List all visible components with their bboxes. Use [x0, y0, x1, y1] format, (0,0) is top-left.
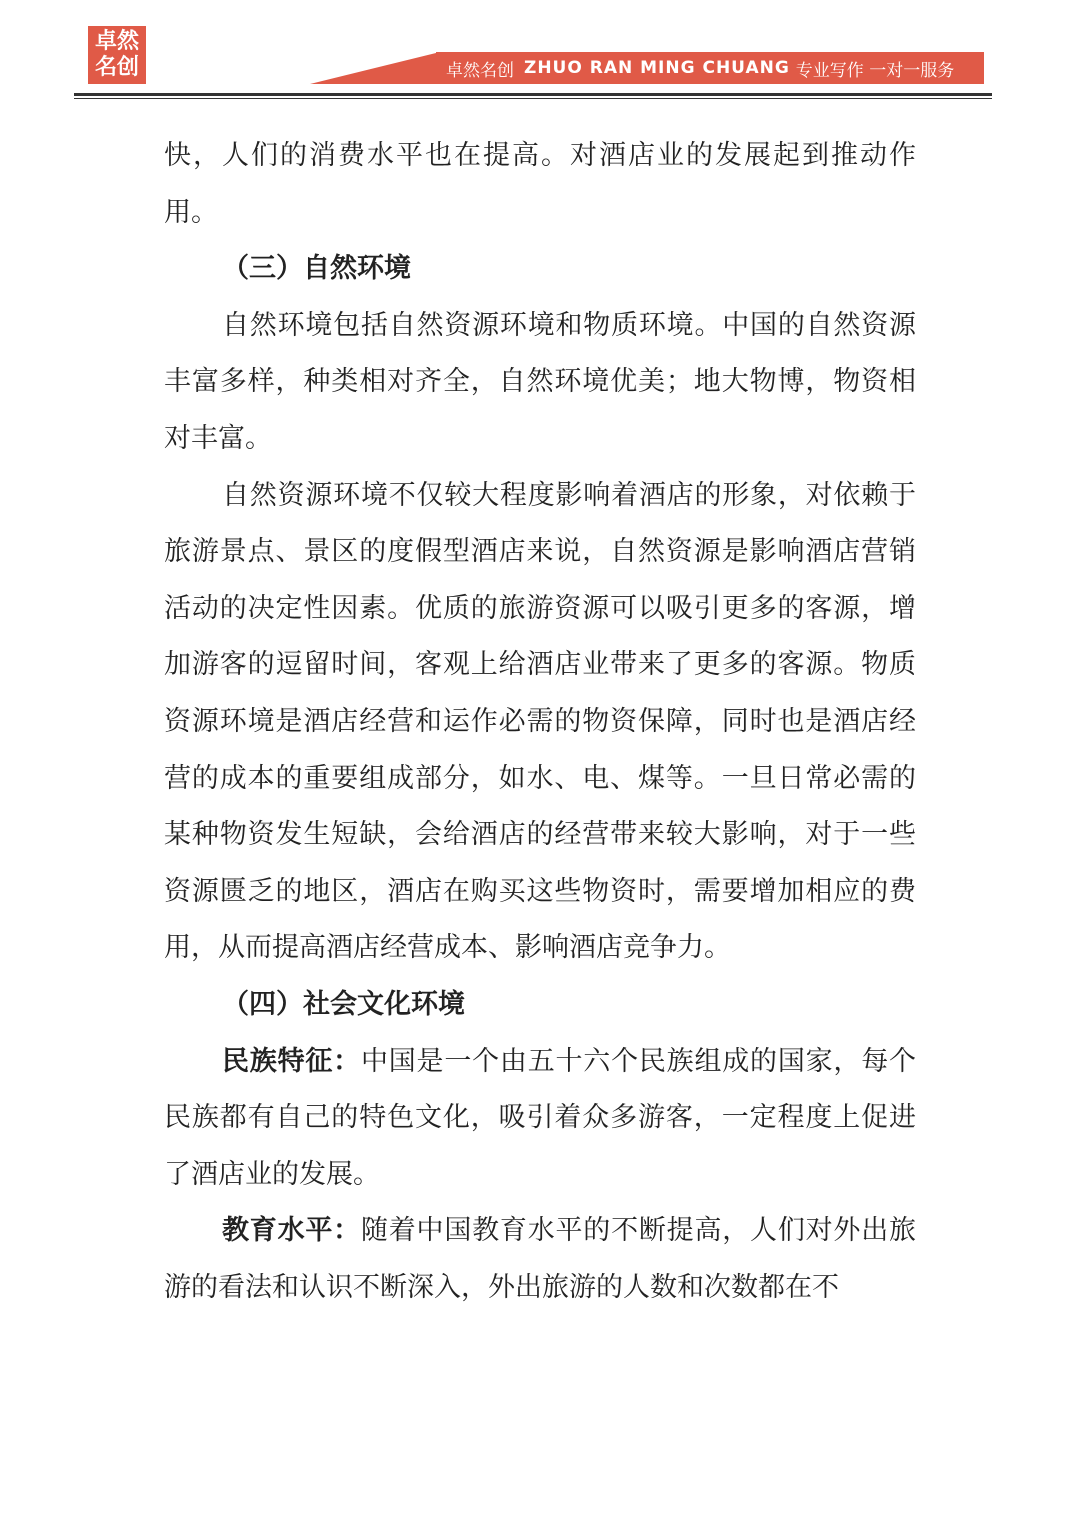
- banner-en: ZHUO RAN MING CHUANG: [524, 58, 790, 78]
- paragraph: [164, 1034, 916, 1204]
- term-label: 教育水平：: [222, 1215, 361, 1247]
- section-heading: （三）自然环境: [222, 253, 411, 285]
- logo-text-bottom: 名创: [94, 55, 139, 80]
- banner-wedge: [310, 52, 440, 84]
- banner-cn: 卓然名创: [446, 60, 514, 81]
- brand-logo: [88, 26, 146, 84]
- paragraph: 快，人们的消费水平也在提高。对酒店业的发展起到推动作用。: [164, 140, 916, 228]
- header-banner: [436, 52, 984, 84]
- term-text: 中国是一个由五十六个民族组成的国家，每个民族都有自己的特色文化，吸引着众多游客，一定程度上促进了酒店业的发展。: [164, 1045, 917, 1190]
- logo-text-top: 卓然: [94, 29, 139, 54]
- paragraph: [164, 1203, 916, 1316]
- paragraph: 自然环境包括自然资源环境和物质环境。中国的自然资源丰富多样，种类相对齐全，自然环境优美；地大物博，物资相对丰富。: [164, 309, 916, 454]
- page-body: [164, 128, 916, 1316]
- header-rule: [74, 93, 992, 96]
- header-rule-thin: [74, 98, 992, 99]
- term-label: 民族特征：: [222, 1045, 361, 1077]
- paragraph: 自然资源环境不仅较大程度影响着酒店的形象，对依赖于旅游景点、景区的度假型酒店来说，自然资源是影响酒店营销活动的决定性因素。优质的旅游资源可以吸引更多的客源，增加游客的逗留时间，客观上给酒店业带来了更多的客源。物质资源环境是酒店经营和运作必需的物资保障，同时也是酒店经营的成本的重要组成部分，如水、电、煤等。一旦日常必需的某种物资发生短缺，会给酒店的经营带来较大影响，对于一些资源匮乏的地区，酒店在购买这些物资时，需要增加相应的费用，从而提高酒店经营成本、影响酒店竞争力。: [164, 479, 916, 964]
- banner-tagline: 专业写作 一对一服务: [795, 60, 955, 81]
- term-text: 随着中国教育水平的不断提高，人们对外出旅游的看法和认识不断深入，外出旅游的人数和次数都在不: [164, 1215, 917, 1303]
- section-heading: （四）社会文化环境: [222, 988, 465, 1020]
